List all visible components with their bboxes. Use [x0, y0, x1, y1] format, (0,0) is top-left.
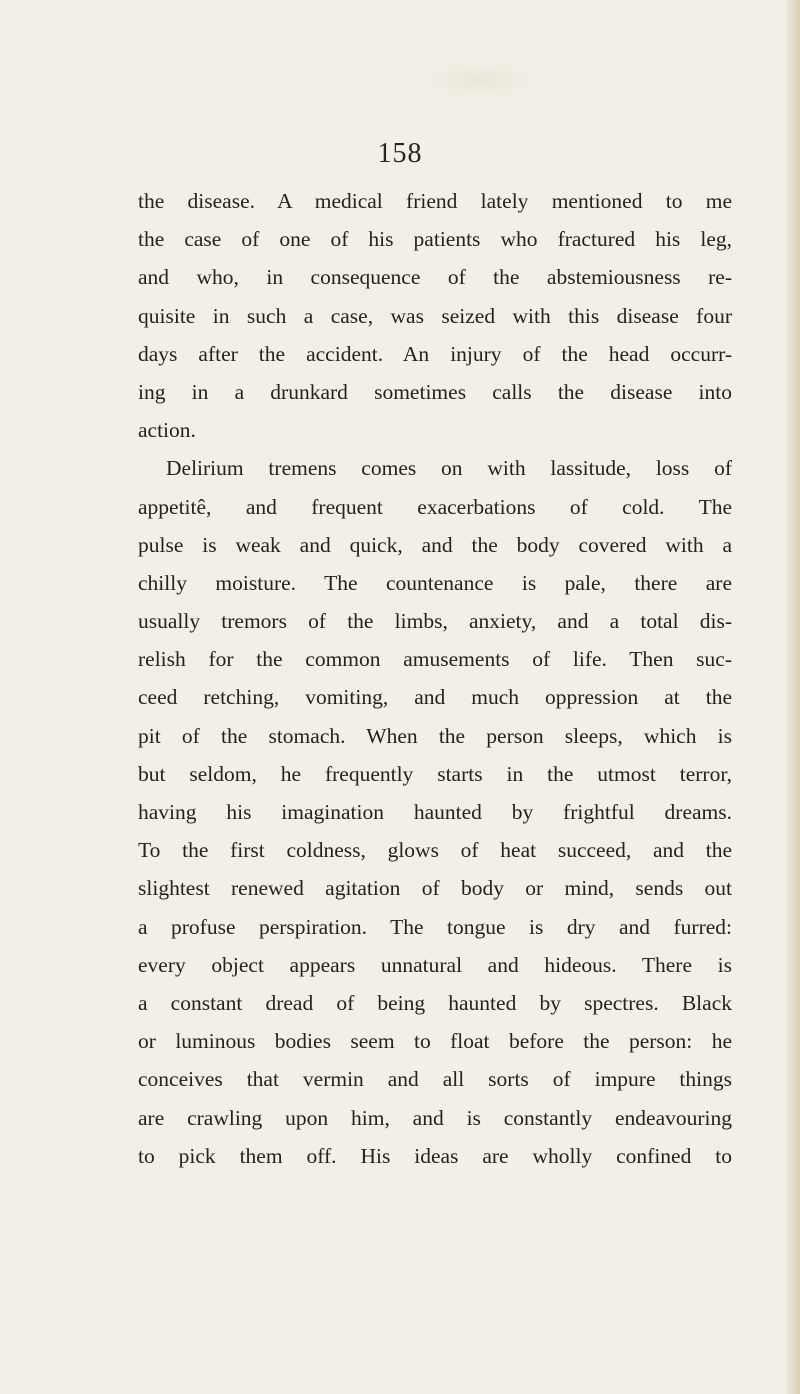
text-line: usually tremors of the limbs, anxiety, and a total dis- [138, 609, 732, 634]
text-line: To the first coldness, glows of heat succeed, and the [138, 838, 732, 863]
text-line: a constant dread of being haunted by spectres. Black [138, 990, 732, 1015]
text-line: every object appears unnatural and hideous. There is [138, 952, 732, 977]
text-line: relish for the common amusements of life. Then suc- [138, 647, 732, 672]
text-line: days after the accident. An injury of the head occurr- [138, 341, 732, 366]
text-line: the disease. A medical friend lately mentioned to me [138, 189, 732, 213]
text-line: or luminous bodies seem to float before the person: he [138, 1029, 732, 1054]
paper-stain [420, 60, 540, 100]
body-text [138, 182, 732, 1175]
text-line: pit of the stomach. When the person sleeps, which is [138, 723, 732, 748]
text-line: having his imagination haunted by frightful dreams. [138, 800, 732, 824]
text-line: slightest renewed agitation of body or mind, sends out [138, 876, 732, 901]
page-edge [786, 0, 800, 1394]
text-line: the case of one of his patients who fractured his leg, [138, 227, 732, 252]
text-line: ceed retching, vomiting, and much oppression at the [138, 685, 732, 710]
text-line: a profuse perspiration. The tongue is dry and furred: [138, 914, 732, 939]
text-line: and who, in consequence of the abstemiousness re- [138, 265, 732, 290]
text-line: quisite in such a case, was seized with this disease four [138, 303, 732, 328]
text-line: pulse is weak and quick, and the body covered with a [138, 532, 732, 557]
text-line: chilly moisture. The countenance is pale, there are [138, 570, 732, 595]
page-number: 158 [377, 138, 423, 169]
text-line: appetitê, and frequent exacerbations of cold. The [138, 494, 732, 519]
text-line: conceives that vermin and all sorts of impure things [138, 1067, 732, 1092]
text-line: action. [138, 418, 196, 443]
text-line: Delirium tremens comes on with lassitude, loss of [166, 456, 732, 481]
text-line: to pick them off. His ideas are wholly confined to [138, 1143, 732, 1168]
text-line: ing in a drunkard sometimes calls the disease into [138, 379, 732, 404]
text-line: are crawling upon him, and is constantly endeavouring [138, 1105, 732, 1130]
text-line: but seldom, he frequently starts in the utmost terror, [138, 761, 732, 786]
